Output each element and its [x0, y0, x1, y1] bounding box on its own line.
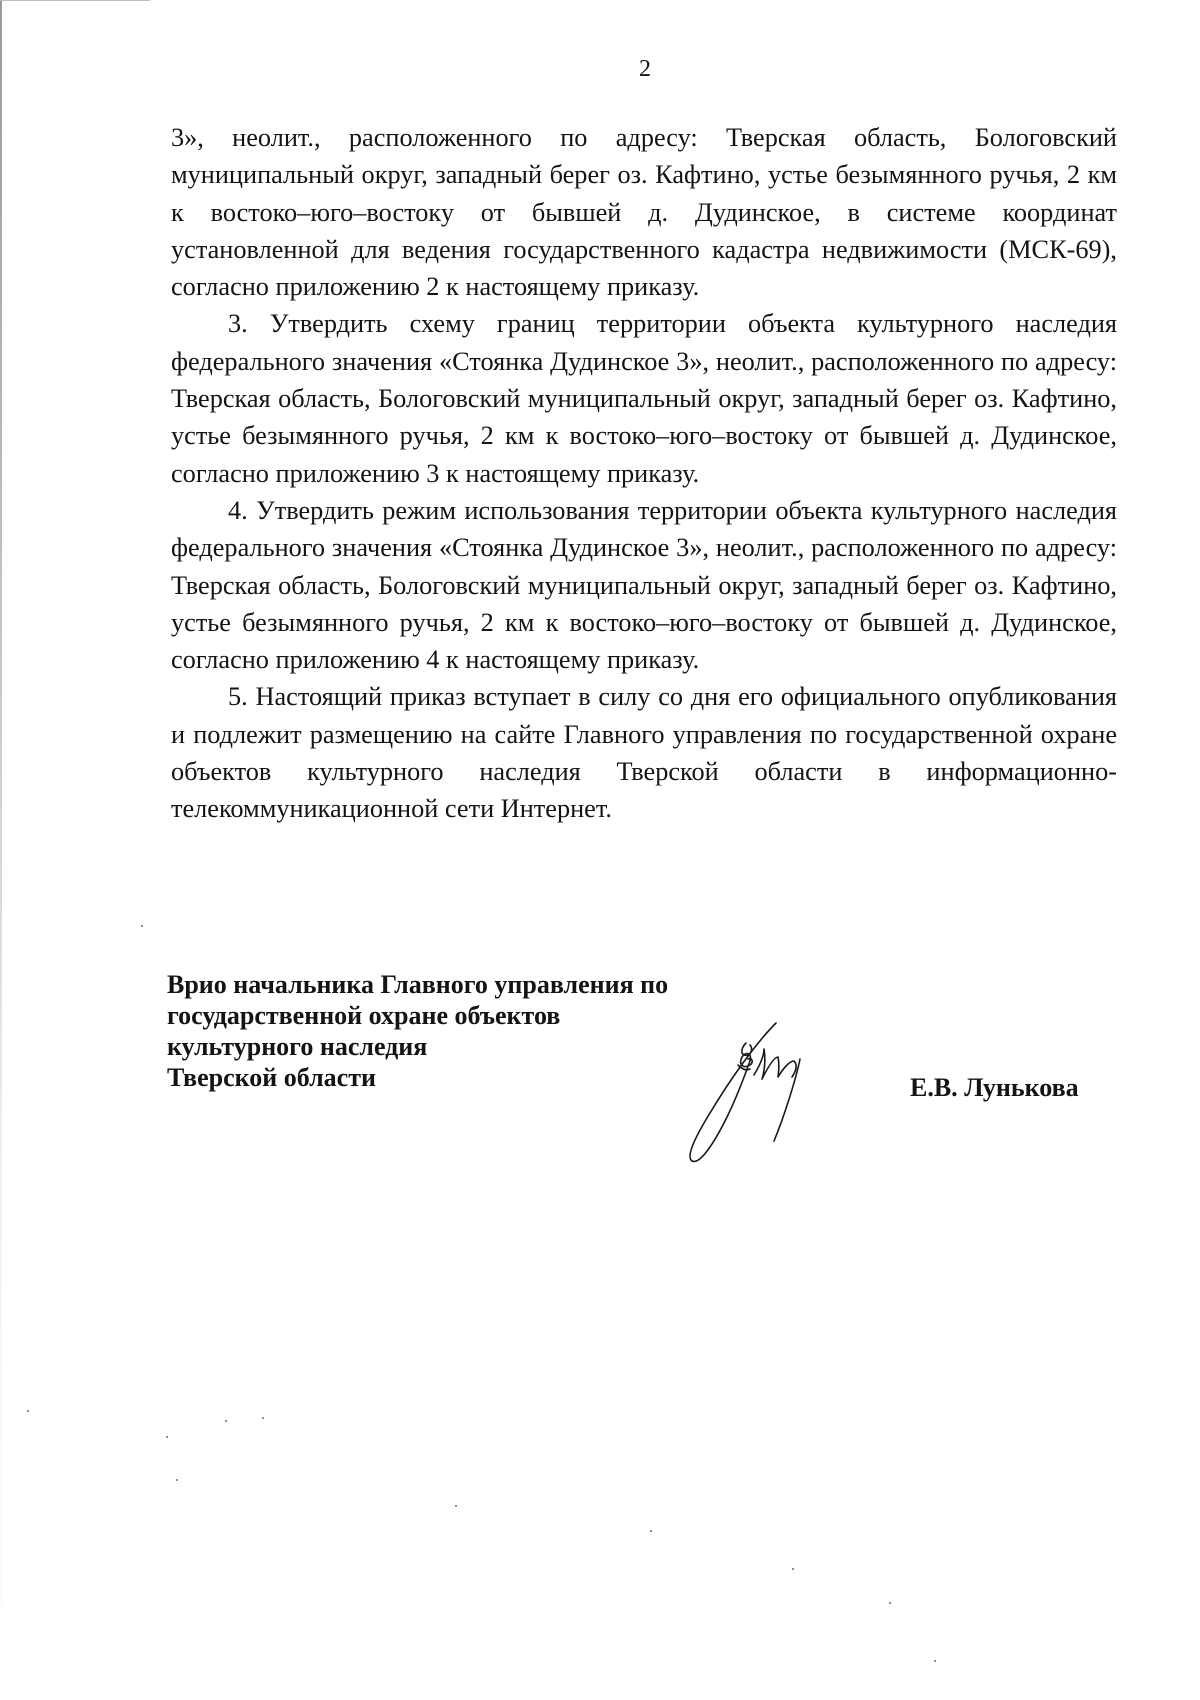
scan-speck — [889, 1602, 891, 1604]
scan-speck — [27, 1410, 29, 1412]
scan-speck — [141, 925, 143, 927]
page-number: 2 — [639, 56, 651, 82]
scan-edge-shadow — [0, 0, 2, 1700]
signatory-name: Е.В. Лунькова — [910, 1073, 1079, 1102]
paragraph-item-5: 5. Настоящий приказ вступает в силу со дня его официального опубликования и подлежит размещению на сайте Главного управления по государственной охране объектов культурного наследия Тверской области в информационно-телекоммуникационной сети Интернет. — [171, 682, 1117, 824]
signatory-position — [167, 969, 668, 1093]
signatory-position-line: Врио начальника Главного управления по — [167, 970, 669, 999]
signatory-position-line: государственной охране объектов — [167, 1001, 561, 1030]
handwritten-signature-icon — [680, 1015, 860, 1175]
scan-speck — [455, 1505, 457, 1507]
scan-speck — [792, 1568, 794, 1570]
scan-speck — [166, 1436, 168, 1438]
scan-edge-shadow-top — [0, 0, 150, 1]
scan-speck — [934, 1660, 936, 1662]
signatory-position-line: культурного наследия — [167, 1032, 428, 1061]
scan-speck — [262, 1417, 264, 1419]
scan-speck — [176, 1479, 178, 1481]
scan-speck — [650, 1530, 652, 1532]
paragraph-item-3: 3. Утвердить схему границ территории объекта культурного наследия федерального значения «Стоянка Дудинское 3», неолит., расположенного по адресу: Тверская область, Бологовский муниципальный округ, западный берег оз. Кафтино, устье безымянного ручья, 2 км к востоко–юго–востоку от бывшей д. Дудинское, согласно приложению 3 к настоящему приказу. — [171, 309, 1117, 488]
paragraph-continuation: 3», неолит., расположенного по адресу: Тверская область, Бологовский муниципальный округ, западный берег оз. Кафтино, устье безымянного ручья, 2 км к востоко–юго–востоку от бывшей д. Дудинское, в системе координат установленной для ведения государственного кадастра недвижимости (МСК-69), согласно приложению 2 к настоящему приказу. — [171, 123, 1117, 302]
document-body — [171, 119, 1117, 828]
signatory-position-line: Тверской области — [167, 1063, 376, 1092]
paragraph-item-4: 4. Утвердить режим использования территории объекта культурного наследия федерального значения «Стоянка Дудинское 3», неолит., расположенного по адресу: Тверская область, Бологовский муниципальный округ, западный берег оз. Кафтино, устье безымянного ручья, 2 км к востоко–юго–востоку от бывшей д. Дудинское, согласно приложению 4 к настоящему приказу. — [171, 495, 1117, 675]
scan-speck — [225, 1420, 227, 1422]
